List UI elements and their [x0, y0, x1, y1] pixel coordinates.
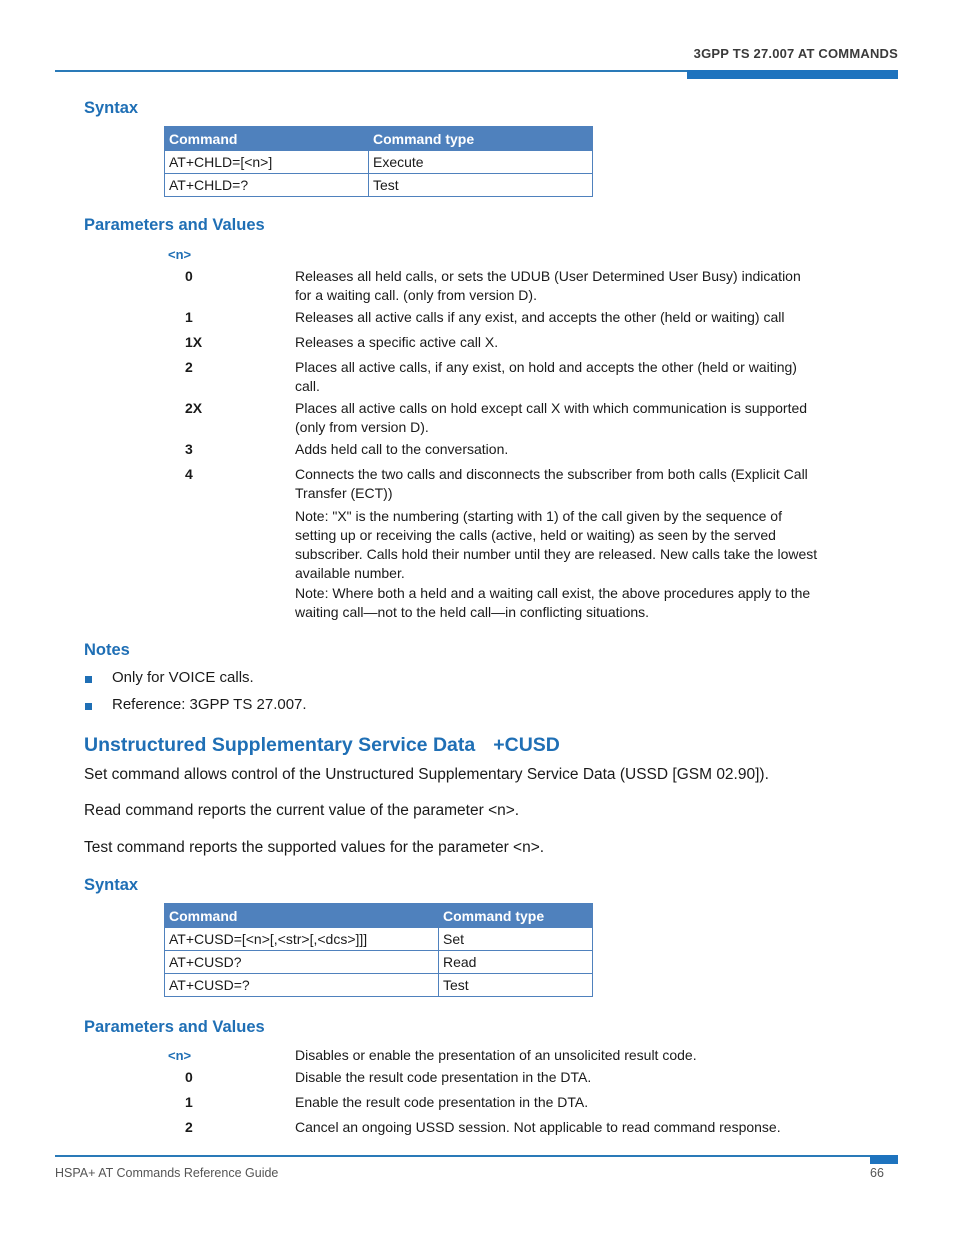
- table-cell: AT+CHLD=[<n>]: [165, 151, 369, 174]
- bullet-icon: [85, 703, 92, 710]
- header-rule: [55, 70, 687, 72]
- section-title-text: Unstructured Supplementary Service Data: [84, 734, 476, 756]
- section-title: [84, 734, 560, 757]
- table-header-row: [165, 904, 593, 928]
- table-cell: Set: [439, 928, 593, 951]
- param-value: 4: [185, 466, 193, 482]
- note-item: Only for VOICE calls.: [112, 669, 254, 686]
- column-header: Command type: [439, 904, 593, 928]
- table-cell: AT+CHLD=?: [165, 174, 369, 197]
- column-header: Command type: [369, 127, 593, 151]
- param-value-desc: Releases all active calls if any exist, and accepts the other (held or waiting) call: [295, 309, 785, 325]
- param-value: 0: [185, 268, 193, 284]
- param-value-desc: Cancel an ongoing USSD session. Not applicable to read command response.: [295, 1119, 781, 1135]
- bullet-icon: [85, 676, 92, 683]
- chld-syntax-heading: Syntax: [84, 99, 139, 117]
- chld-syntax-table: [164, 126, 593, 197]
- note-text: Note: "X" is the numbering (starting with 1) of the call given by the sequence of setting up or receiving the calls (active, held or waiting) as seen by the served subscriber. Calls hold their number until they are released. New calls take the lowest available number.: [295, 508, 818, 581]
- param-value-desc: Adds held call to the conversation.: [295, 441, 509, 457]
- column-header: Command: [165, 127, 369, 151]
- paragraph: Read command reports the current value of the parameter <n>.: [84, 802, 520, 819]
- param-value-desc: Enable the result code presentation in the DTA.: [295, 1094, 589, 1110]
- param-desc: Disables or enable the presentation of an unsolicited result code.: [295, 1047, 697, 1063]
- footer-doc-title: HSPA+ AT Commands Reference Guide: [55, 1166, 279, 1180]
- header-accent-block: [687, 70, 898, 79]
- cusd-syntax-table: [164, 903, 593, 997]
- page-number: 66: [870, 1166, 884, 1180]
- table-cell: AT+CUSD=[<n>[,<str>[,<dcs>]]]: [165, 928, 439, 951]
- table-row: [165, 928, 593, 951]
- footer-rule: [55, 1155, 870, 1157]
- column-header: Command: [165, 904, 439, 928]
- param-value: 1: [185, 1094, 193, 1110]
- param-value-desc: Releases a specific active call X.: [295, 334, 499, 350]
- cusd-params-heading: Parameters and Values: [84, 1018, 265, 1036]
- table-row: [165, 974, 593, 997]
- paragraph: Set command allows control of the Unstructured Supplementary Service Data (USSD [GSM 02.90]).: [84, 766, 769, 783]
- cusd-syntax-heading: Syntax: [84, 876, 139, 894]
- param-value-desc: Connects the two calls and disconnects the subscriber from both calls (Explicit Call Transfer (ECT)): [295, 466, 808, 501]
- page-header-title: 3GPP TS 27.007 AT COMMANDS: [693, 46, 898, 61]
- param-value-desc: Releases all held calls, or sets the UDUB (User Determined User Busy) indication for a waiting call. (only from version D).: [295, 268, 801, 303]
- table-row: [165, 174, 593, 197]
- param-value: 2X: [185, 400, 203, 416]
- paragraph: Test command reports the supported values for the parameter <n>.: [84, 839, 545, 856]
- param-value: 1X: [185, 334, 203, 350]
- table-cell: Execute: [369, 151, 593, 174]
- param-value: 1: [185, 309, 193, 325]
- param-value: 0: [185, 1069, 193, 1085]
- table-header-row: [165, 127, 593, 151]
- table-cell: Read: [439, 951, 593, 974]
- note-item: Reference: 3GPP TS 27.007.: [112, 696, 307, 713]
- param-value: 2: [185, 359, 193, 375]
- footer-accent-block: [870, 1155, 898, 1164]
- table-row: [165, 951, 593, 974]
- table-cell: AT+CUSD=?: [165, 974, 439, 997]
- table-cell: Test: [439, 974, 593, 997]
- notes-heading: Notes: [84, 641, 130, 659]
- table-cell: AT+CUSD?: [165, 951, 439, 974]
- param-value-desc: Disable the result code presentation in the DTA.: [295, 1069, 592, 1085]
- param-value-desc: Places all active calls on hold except call X with which communication is supported (only from version D).: [295, 400, 808, 435]
- param-name: <n>: [168, 247, 192, 262]
- table-cell: Test: [369, 174, 593, 197]
- chld-params-heading: Parameters and Values: [84, 216, 265, 234]
- param-name: <n>: [168, 1048, 192, 1063]
- param-value: 3: [185, 441, 193, 457]
- note-text: Note: Where both a held and a waiting call exist, the above procedures apply to the waiting call—not to the held call—in conflicting situations.: [295, 585, 811, 620]
- table-row: [165, 151, 593, 174]
- param-value-desc: Places all active calls, if any exist, on hold and accepts the other (held or waiting) call.: [295, 359, 797, 394]
- section-command: +CUSD: [493, 734, 560, 756]
- param-value: 2: [185, 1119, 193, 1135]
